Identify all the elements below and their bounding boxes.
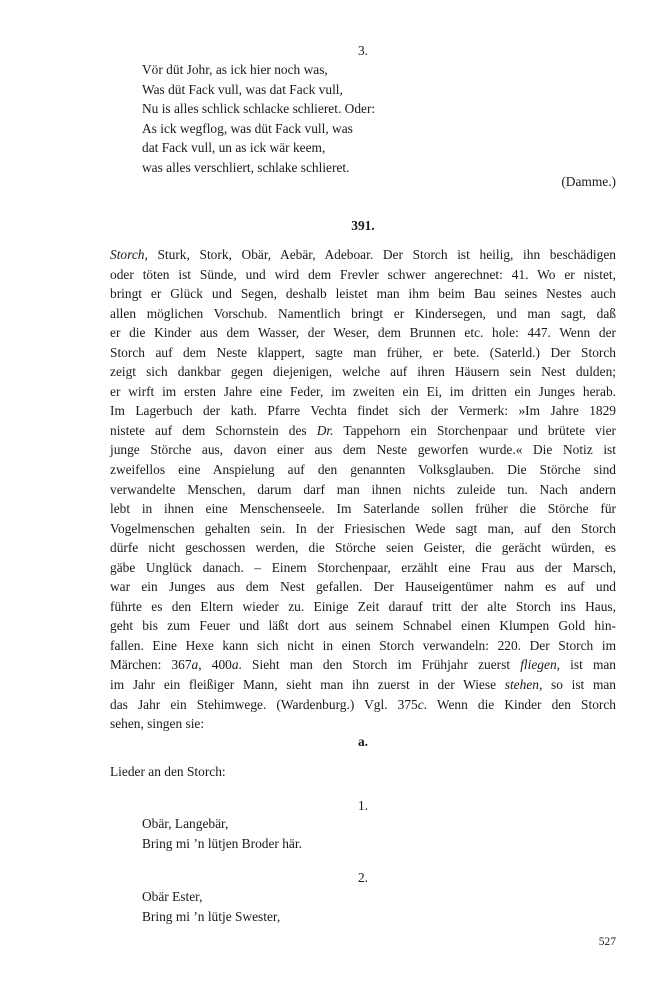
paragraph-line: lebt in ihnen eine Menschenseele. Im Saterlande sollen früher die Störche für (110, 501, 616, 517)
section-intro: Lieder an den Storch: (110, 764, 226, 779)
entry-paragraph (110, 245, 616, 734)
paragraph-line: zweifellos eine Anspielung auf den genannten Volksglauben. Die Störche sind (110, 462, 616, 478)
top-poem-verse (142, 60, 375, 178)
paragraph-line: war ein Junges aus dem Nest gefallen. Der Hauseigentümer nahm es auf und (110, 579, 616, 595)
verse-line: Bring mi ’n lütjen Broder här. (142, 835, 302, 851)
verse-line: Was düt Fack vull, was dat Fack vull, (142, 81, 343, 97)
poem-source: (Damme.) (561, 174, 616, 189)
song-1-verse (142, 814, 302, 853)
paragraph-line: zeigt sich dankbar gegen diejenigen, welche auf ihren Häusern sein Nest dulden; (110, 364, 616, 380)
paragraph-line: er die Kinder aus dem Wasser, der Weser, dem Brunnen etc. hole: 447. Wenn der (110, 325, 616, 341)
paragraph-line: geht bis zum Feuer und läßt dort aus seinem Schnabel einen Klumpen Gold hin- (110, 618, 616, 634)
paragraph-line: im Jahr ein fleißiger Mann, sieht man ihn zuerst in der Wiese stehen, so ist man (110, 677, 616, 693)
song-2-verse (142, 887, 280, 926)
paragraph-line: sehen, singen sie: (110, 716, 205, 732)
verse-line: Obär Ester, (142, 889, 203, 904)
paragraph-line: bringt er Glück und Segen, deshalb leistet man ihm beim Bau seines Nestes auch (110, 286, 616, 302)
verse-line: Nu is alles schlick schlacke schlieret. Oder: (142, 101, 376, 117)
paragraph-line: Vogelmenschen gehalten sein. In der Friesischen Wede sagt man, auf den Storch (110, 520, 616, 536)
paragraph-line: er wirft im ersten Jahre eine Feder, im zweiten ein Ei, im dritten ein Junges herab. (110, 383, 616, 399)
section-label: a. (357, 734, 369, 749)
poem-number: 3. (357, 43, 369, 58)
paragraph-line: nistete auf dem Schornstein des Dr. Tappehorn ein Storchenpaar und brütete vier (110, 422, 617, 438)
verse-line: was alles verschliert, schlake schlieret. (142, 159, 350, 175)
paragraph-line: junge Störche aus, davon einer aus dem Neste geworfen wurde.« Die Notiz ist (110, 442, 616, 458)
verse-line: Bring mi ’n lütje Swester, (142, 908, 281, 924)
paragraph-line: Im Lagerbuch der kath. Pfarre Vechta findet sich der Vermerk: »Im Jahre 1829 (110, 403, 616, 419)
paragraph-line: gäbe Unglück danach. – Einem Storchenpaar, erzählt eine Frau aus der Marsch, (110, 559, 616, 575)
paragraph-line: das Jahr ein Stehimwege. (Wardenburg.) Vgl. 375c. Wenn die Kinder den Storch (110, 696, 616, 712)
paragraph-line: Storch, Sturk, Stork, Obär, Aebär, Adeboar. Der Storch ist heilig, ihn beschädigen (110, 247, 616, 262)
paragraph-line: verwandelte Menschen, darum darf man ihnen nichts zuleide tun. Nach andern (110, 481, 616, 497)
page-number: 527 (598, 936, 616, 948)
paragraph-line: fallen. Eine Hexe kann sich nicht in einen Storch verwandeln: 220. Der Storch im (110, 637, 616, 653)
paragraph-line: allen möglichen Vorschub. Namentlich bringt er Kindersegen, und man sagt, daß (110, 305, 616, 321)
song-number: 2. (357, 870, 369, 885)
entry-number: 391. (351, 218, 375, 233)
verse-line: Obär, Langebär, (142, 816, 229, 831)
paragraph-line: oder töten ist Sünde, und wird dem Frevler schwer angerechnet: 41. Wo er nistet, (110, 266, 616, 282)
verse-line: dat Fack vull, un as ick wär keem, (142, 140, 326, 156)
verse-line: As ick wegflog, was düt Fack vull, was (142, 120, 353, 136)
paragraph-line: dürfe nicht geschossen werden, die Störche seien Geister, die gerächt würden, es (110, 540, 616, 556)
verse-line: Vör düt Johr, as ick hier noch was, (142, 62, 328, 77)
paragraph-line: Märchen: 367a, 400a. Sieht man den Storch im Frühjahr zuerst fliegen, ist man (110, 657, 617, 673)
paragraph-line: Storch auf dem Neste klappert, sagte man früher, er bete. (Saterld.) Der Storch (110, 344, 616, 360)
paragraph-line: führte es den Eltern wieder zu. Einige Zeit darauf tritt der alte Storch ins Haus, (110, 598, 616, 614)
song-number: 1. (357, 798, 369, 813)
italic-term: Storch, (110, 247, 148, 262)
